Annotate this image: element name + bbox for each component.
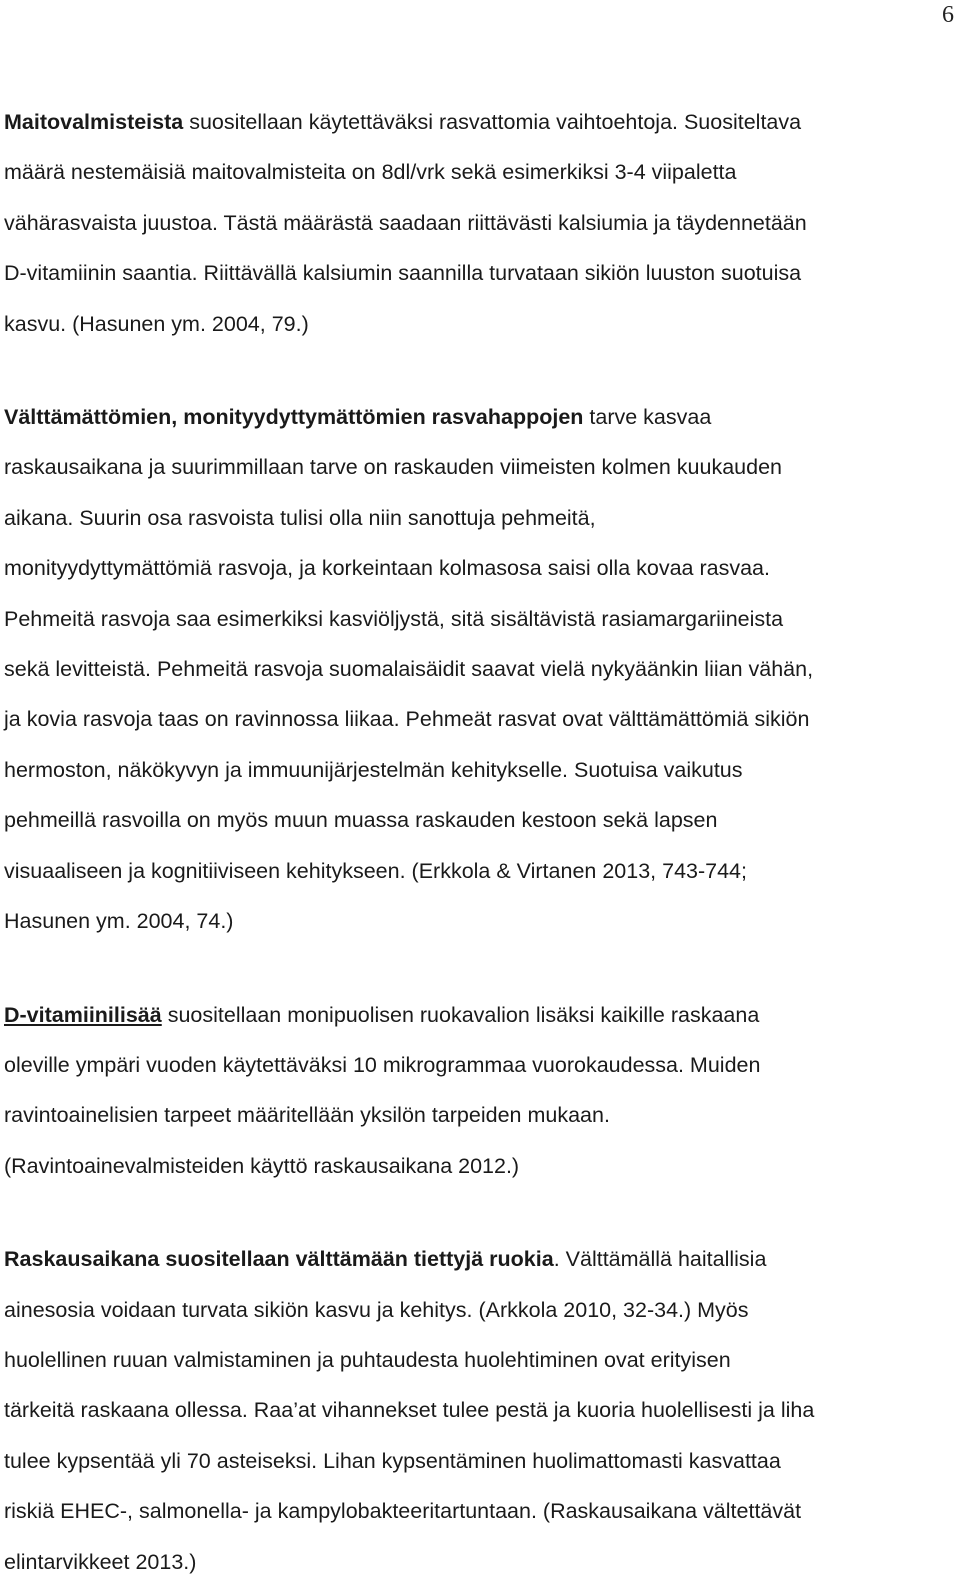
text-line: sekä levitteistä. Pehmeitä rasvoja suomalaisäidit saavat vielä nykyäänkin liian vähän,	[4, 657, 814, 682]
text-line: tarve kasvaa	[583, 405, 712, 430]
text-line: elintarvikkeet 2013.)	[4, 1549, 197, 1574]
text-line: Hasunen ym. 2004, 74.)	[4, 909, 234, 934]
text-line: oleville ympäri vuoden käytettäväksi 10 mikrogrammaa vuorokaudessa. Muiden	[4, 1052, 761, 1077]
document-body	[4, 97, 954, 1587]
text-line: tärkeitä raskaana ollessa. Raa’at vihannekset tulee pestä ja kuoria huolellisesti ja liha	[4, 1398, 815, 1423]
text-line: ainesosia voidaan turvata sikiön kasvu ja kehitys. (Arkkola 2010, 32-34.) Myös	[4, 1297, 749, 1322]
text-line: (Ravintoainevalmisteiden käyttö raskausaikana 2012.)	[4, 1153, 520, 1178]
paragraph-lead: Välttämättömien, monityydyttymättömien rasvahappojen	[4, 405, 584, 430]
paragraph-lead: Raskausaikana suositellaan välttämään tiettyjä ruokia	[4, 1247, 554, 1272]
text-line: Pehmeitä rasvoja saa esimerkiksi kasviöljystä, sitä sisältävistä rasiamargariineista	[4, 606, 784, 631]
text-line: huolellinen ruuan valmistaminen ja puhtaudesta huolehtiminen ovat erityisen	[4, 1347, 731, 1372]
text-line: vähärasvaista juustoa. Tästä määrästä saadaan riittävästi kalsiumia ja täydennetään	[4, 210, 807, 235]
paragraph-fatty-acids	[4, 392, 954, 946]
text-line: suositellaan monipuolisen ruokavalion lisäksi kaikille raskaana	[161, 1002, 760, 1027]
text-line: kasvu. (Hasunen ym. 2004, 79.)	[4, 311, 309, 336]
text-line: tulee kypsentää yli 70 asteiseksi. Lihan kypsentäminen huolimattomasti kasvattaa	[4, 1448, 781, 1473]
paragraph-avoid-foods	[4, 1234, 954, 1587]
text-line: pehmeillä rasvoilla on myös muun muassa raskauden kestoon sekä lapsen	[4, 808, 718, 833]
text-line: ja kovia rasvoja taas on ravinnossa liikaa. Pehmeät rasvat ovat välttämättömiä sikiön	[4, 707, 810, 732]
text-line: riskiä EHEC-, salmonella- ja kampylobakteeritartuntaan. (Raskausaikana vältettävät	[4, 1499, 802, 1524]
text-line: monityydyttymättömiä rasvoja, ja korkeintaan kolmasosa saisi olla kovaa rasvaa.	[4, 556, 770, 581]
paragraph-vitamin-d	[4, 990, 954, 1192]
text-line: hermoston, näkökyvyn ja immuunijärjestelmän kehitykselle. Suotuisa vaikutus	[4, 757, 743, 782]
text-line: raskausaikana ja suurimmillaan tarve on raskauden viimeisten kolmen kuukauden	[4, 455, 782, 480]
text-line: visuaaliseen ja kognitiiviseen kehitykseen. (Erkkola & Virtanen 2013, 743-744;	[4, 858, 747, 883]
text-line: suositellaan käytettäväksi rasvattomia vaihtoehtoja. Suositeltava	[183, 110, 802, 134]
page-number: 6	[942, 2, 954, 28]
paragraph-lead: D-vitamiinilisää	[4, 1002, 162, 1027]
paragraph-dairy	[4, 97, 954, 349]
text-line: D-vitamiinin saantia. Riittävällä kalsiumin saannilla turvataan sikiön luuston suotuisa	[4, 261, 802, 286]
paragraph-lead: Maitovalmisteista	[4, 110, 184, 134]
text-line: ravintoainelisien tarpeet määritellään yksilön tarpeiden mukaan.	[4, 1103, 610, 1128]
text-line: aikana. Suurin osa rasvoista tulisi olla niin sanottuja pehmeitä,	[4, 505, 596, 530]
text-line: määrä nestemäisiä maitovalmisteita on 8dl/vrk sekä esimerkiksi 3-4 viipaletta	[4, 160, 737, 185]
text-line: . Välttämällä haitallisia	[553, 1247, 767, 1272]
